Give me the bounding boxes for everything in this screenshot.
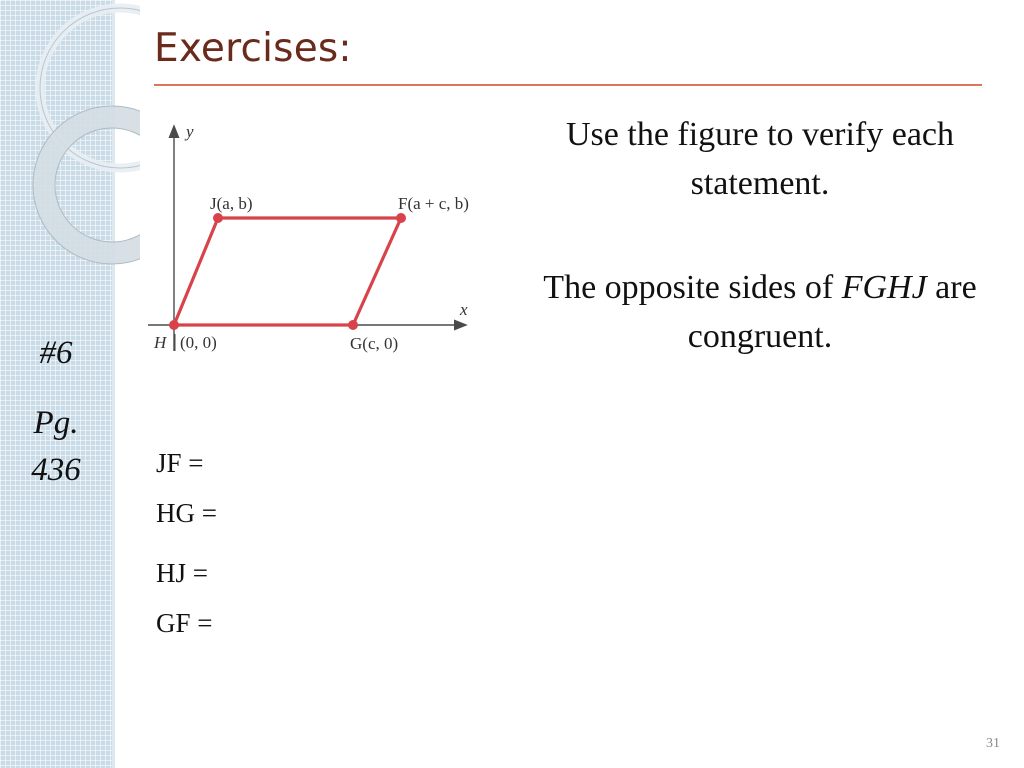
equation-hj: HJ = [156, 558, 208, 588]
x-axis-label: x [460, 300, 468, 319]
label-h: H [154, 333, 167, 352]
instruction-line-1: Use the figure to verify each statement. [566, 116, 954, 202]
label-f: F(a + c, b) [398, 194, 469, 213]
slide-number: 31 [986, 736, 1000, 751]
equation-gf: GF = [156, 608, 213, 638]
equation-hg: HG = [156, 498, 217, 528]
label-j: J(a, b) [210, 194, 253, 213]
vertex-f [396, 213, 406, 223]
instruction-suffix: are congruent. [687, 269, 977, 355]
coordinate-figure [140, 115, 500, 365]
page-number: 436 [31, 452, 81, 488]
vertex-h [169, 320, 179, 330]
vertex-g [348, 320, 358, 330]
y-axis-label: y [186, 122, 194, 141]
parallelogram-fghj [174, 218, 401, 325]
title-underline [154, 84, 982, 86]
exercise-number: #6 [39, 335, 73, 371]
equation-jf: JF = [156, 448, 204, 478]
instructions [520, 110, 1000, 361]
slide-title: Exercises: [154, 26, 352, 71]
decorative-rings [0, 0, 140, 320]
vertex-j [213, 213, 223, 223]
page-label: Pg. [33, 405, 79, 441]
instruction-prefix: The opposite sides of [543, 269, 842, 306]
label-g: G(c, 0) [350, 334, 399, 353]
label-h-coord: (0, 0) [180, 333, 217, 352]
polygon-name: FGHJ [841, 269, 927, 306]
instruction-line-2 [520, 263, 1000, 361]
